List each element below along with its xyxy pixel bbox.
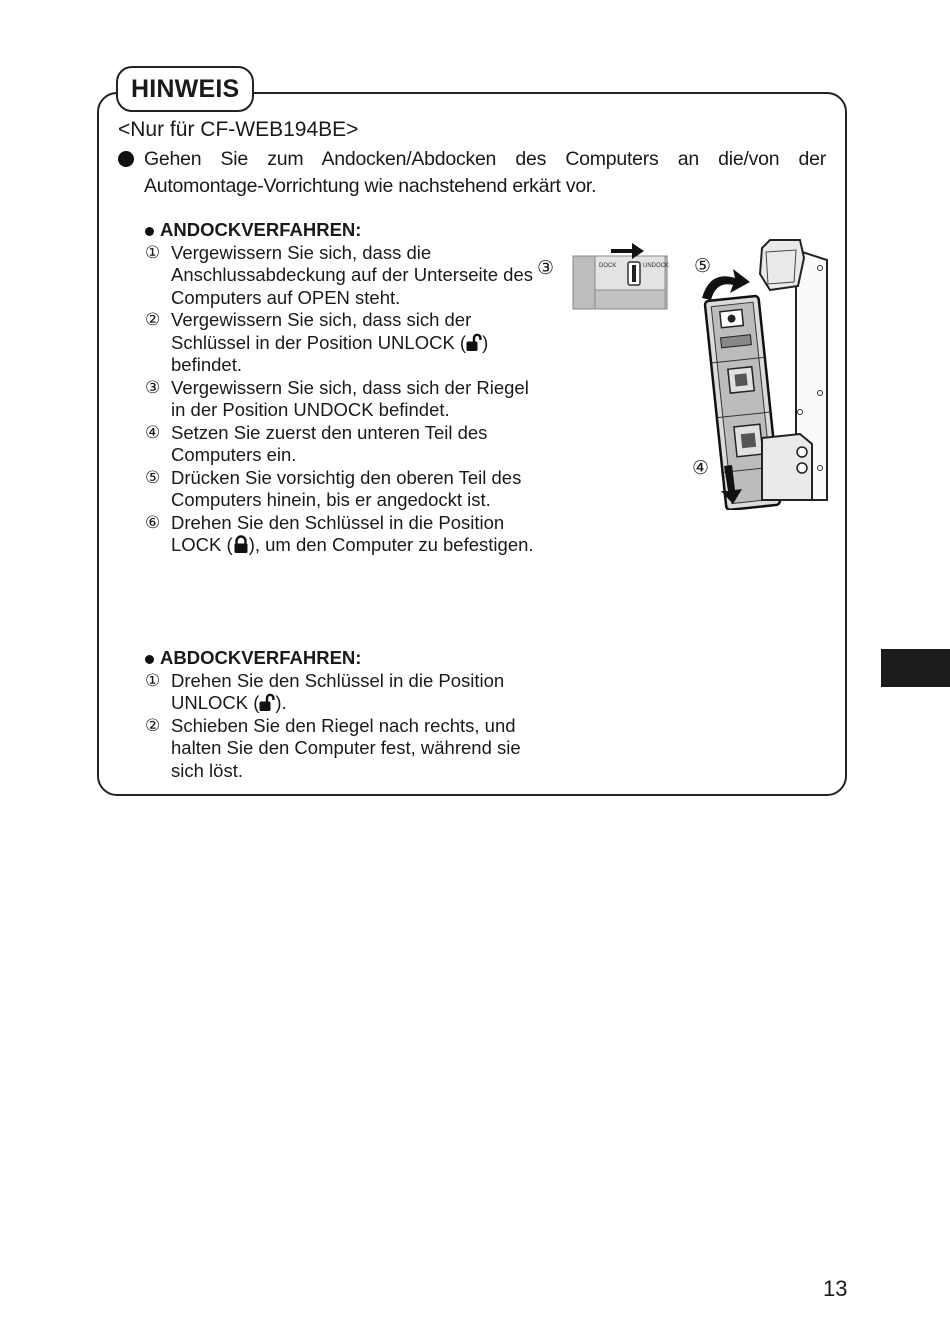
undocking-section	[145, 647, 545, 782]
bullet-icon	[145, 227, 154, 236]
page-number: 13	[823, 1276, 848, 1301]
docking-step-3: ③ Vergewissern Sie sich, dass sich der Riegel in der Position UNDOCK befindet.	[145, 376, 529, 420]
intro-text: Gehen Sie zum Andocken/Abdocken des Computers an die/von der Automontage-Vorrichtung wie nachstehend erkärt vor.	[144, 148, 826, 197]
dock-switch-illustration	[570, 238, 670, 314]
docking-step-1: ① Vergewissern Sie sich, dass die Anschlussabdeckung auf der Unterseite des Computers auf OPEN steht.	[145, 241, 533, 308]
note-label: HINWEIS	[116, 66, 254, 112]
docking-step-5: ⑤ Drücken Sie vorsichtig den oberen Teil des Computers hinein, bis er angedockt ist.	[145, 466, 522, 510]
unlocked-padlock-icon	[466, 333, 482, 352]
docking-step-2: ② Vergewissern Sie sich, dass sich der Schlüssel in der Position UNLOCK ( ) befindet.	[145, 309, 489, 375]
undock-label: UNDOCK	[643, 263, 670, 269]
undocking-step-2: ② Schieben Sie den Riegel nach rechts, und halten Sie den Computer fest, während sie sich löst.	[145, 714, 521, 781]
callout-5: ⑤	[694, 256, 712, 277]
docking-heading: ANDOCKVERFAHREN:	[145, 219, 545, 242]
undocking-heading: ABDOCKVERFAHREN:	[145, 647, 545, 670]
docking-step-4: ④ Setzen Sie zuerst den unteren Teil des Computers ein.	[145, 421, 488, 465]
intro-paragraph	[118, 146, 826, 200]
bullet-icon	[145, 655, 154, 664]
section-tab-marker	[881, 649, 950, 687]
undocking-step-1: ① Drehen Sie den Schlüssel in die Position UNLOCK ( ).	[145, 669, 505, 713]
docking-step-6: ⑥ Drehen Sie den Schlüssel in die Position LOCK ( ), um den Computer zu befestigen.	[145, 511, 534, 555]
curved-arrow-icon	[702, 269, 750, 300]
cradle-illustration	[700, 238, 834, 510]
callout-4: ④	[692, 458, 710, 479]
bullet-icon	[118, 151, 134, 167]
model-line: <Nur für CF-WEB194BE>	[118, 118, 359, 141]
dock-label: DOCK	[599, 263, 617, 269]
locked-padlock-icon	[233, 535, 249, 554]
docking-section	[145, 219, 545, 557]
unlocked-padlock-icon	[259, 693, 275, 712]
callout-3: ③	[537, 258, 555, 279]
